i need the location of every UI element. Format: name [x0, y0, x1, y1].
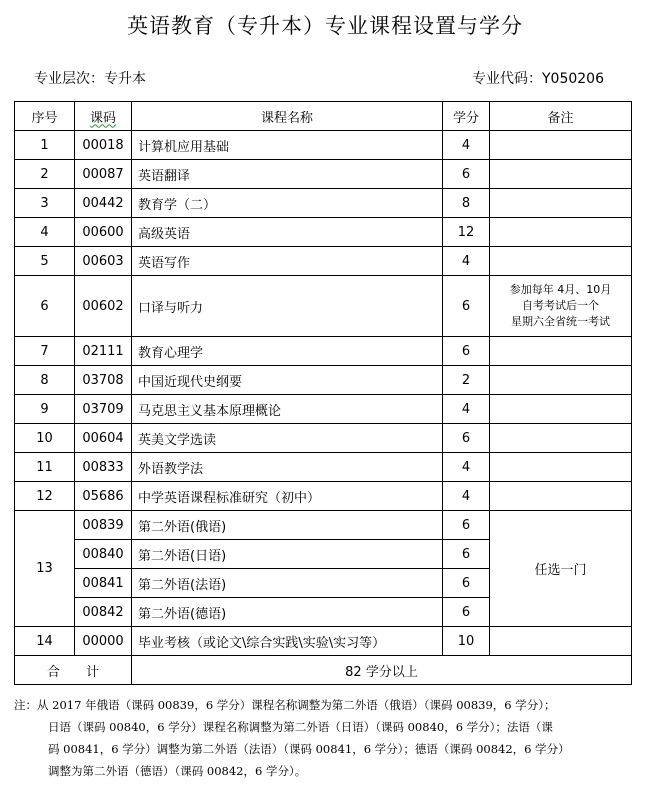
row-note	[490, 218, 632, 247]
table-row	[15, 131, 632, 160]
row-credit: 4	[443, 247, 490, 276]
table-row	[15, 395, 632, 424]
table-row	[15, 337, 632, 366]
footnote-line: 注：从 2017 年俄语（课码 00839，6 学分）课程名称调整为第二外语（俄语）（课码 00839，6 学分）；	[14, 698, 556, 712]
header-name: 课程名称	[132, 102, 443, 131]
row-note	[490, 131, 632, 160]
row-no: 4	[15, 218, 75, 247]
major-level: 专业层次：专升本	[34, 71, 146, 87]
row-code: 00833	[75, 453, 132, 482]
row-code: 00842	[75, 598, 132, 627]
row-code: 03709	[75, 395, 132, 424]
row-credit: 6	[443, 598, 490, 627]
table-row	[15, 160, 632, 189]
row-note	[490, 453, 632, 482]
row-name: 中国近现代史纲要	[132, 366, 443, 395]
row-note	[490, 366, 632, 395]
row-name: 英美文学选读	[132, 424, 443, 453]
page-title: 英语教育（专升本）专业课程设置与学分	[127, 14, 523, 38]
row-credit: 6	[443, 276, 490, 337]
course-table	[14, 101, 632, 685]
row-credit: 4	[443, 395, 490, 424]
row-code: 03708	[75, 366, 132, 395]
row-code: 05686	[75, 482, 132, 511]
table-row	[15, 276, 632, 337]
elective-note: 任选一门	[490, 511, 632, 627]
table-row	[15, 424, 632, 453]
row-name: 口译与听力	[132, 276, 443, 337]
row-note	[490, 247, 632, 276]
row-code: 02111	[75, 337, 132, 366]
row-credit: 8	[443, 189, 490, 218]
row-code: 00018	[75, 131, 132, 160]
row-no: 2	[15, 160, 75, 189]
row-name: 英语写作	[132, 247, 443, 276]
table-row	[15, 627, 632, 656]
row-code: 00000	[75, 627, 132, 656]
row-credit: 6	[443, 337, 490, 366]
table-row	[15, 218, 632, 247]
table-row	[15, 453, 632, 482]
row-name: 第二外语(德语)	[132, 598, 443, 627]
row-code: 00087	[75, 160, 132, 189]
row-credit: 6	[443, 540, 490, 569]
row-name: 马克思主义基本原理概论	[132, 395, 443, 424]
footnote-line: 码 00841，6 学分）调整为第二外语（法语）（课码 00841，6 学分）；德语（课码 00842，6 学分）	[48, 742, 570, 756]
row-name: 英语翻译	[132, 160, 443, 189]
exam-note-line: 参加每年 4月、10月	[509, 283, 612, 296]
row-code: 00841	[75, 569, 132, 598]
header-no: 序号	[15, 102, 75, 131]
total-row	[15, 656, 632, 685]
total-value: 82 学分以上	[132, 656, 632, 685]
table-row	[15, 189, 632, 218]
row-name: 第二外语(日语)	[132, 540, 443, 569]
row-no: 14	[15, 627, 75, 656]
major-code: 专业代码：Y050206	[472, 71, 604, 87]
exam-note-line: 自考考试后一个	[522, 299, 599, 312]
row-note	[490, 189, 632, 218]
exam-note-line: 星期六全省统一考试	[511, 315, 610, 328]
row-credit: 12	[443, 218, 490, 247]
table-row	[15, 366, 632, 395]
footnote-line: 调整为第二外语（德语）（课码 00842，6 学分）。	[48, 764, 307, 778]
row-name: 教育心理学	[132, 337, 443, 366]
row-no: 12	[15, 482, 75, 511]
row-code: 00602	[75, 276, 132, 337]
row-no: 9	[15, 395, 75, 424]
row-note	[490, 337, 632, 366]
row-credit: 10	[443, 627, 490, 656]
row-note	[490, 276, 632, 337]
row-code: 00604	[75, 424, 132, 453]
row-name: 中学英语课程标准研究（初中）	[132, 482, 443, 511]
row-name: 计算机应用基础	[132, 131, 443, 160]
row-credit: 6	[443, 160, 490, 189]
row-no: 10	[15, 424, 75, 453]
row-no: 11	[15, 453, 75, 482]
row-name: 第二外语(俄语)	[132, 511, 443, 540]
footnote	[14, 694, 639, 782]
row-name: 毕业考核（或论文\综合实践\实验\实习等）	[132, 627, 443, 656]
row-name: 教育学（二）	[132, 189, 443, 218]
row-no: 1	[15, 131, 75, 160]
row-no: 3	[15, 189, 75, 218]
row-code: 00442	[75, 189, 132, 218]
row-no: 8	[15, 366, 75, 395]
row-credit: 2	[443, 366, 490, 395]
row-name: 高级英语	[132, 218, 443, 247]
row-credit: 6	[443, 424, 490, 453]
row-no: 6	[15, 276, 75, 337]
header-note: 备注	[490, 102, 632, 131]
row-no: 13	[15, 511, 75, 627]
footnote-line: 日语（课码 00840，6 学分）课程名称调整为第二外语（日语）（课码 00840，6 学分）；法语（课	[48, 720, 553, 734]
row-code: 00839	[75, 511, 132, 540]
row-name: 外语教学法	[132, 453, 443, 482]
row-credit: 4	[443, 131, 490, 160]
row-code: 00603	[75, 247, 132, 276]
row-no: 5	[15, 247, 75, 276]
row-credit: 4	[443, 453, 490, 482]
header-code: 课码	[75, 102, 132, 131]
row-name: 第二外语(法语)	[132, 569, 443, 598]
row-note	[490, 424, 632, 453]
row-credit: 6	[443, 569, 490, 598]
row-code: 00840	[75, 540, 132, 569]
total-label: 合 计	[15, 656, 132, 685]
table-row	[15, 482, 632, 511]
row-credit: 4	[443, 482, 490, 511]
table-row	[15, 247, 632, 276]
row-note	[490, 395, 632, 424]
row-no: 7	[15, 337, 75, 366]
table-row	[15, 511, 632, 540]
table-header-row	[15, 102, 632, 131]
row-note	[490, 482, 632, 511]
row-note	[490, 627, 632, 656]
row-code: 00600	[75, 218, 132, 247]
header-credit: 学分	[443, 102, 490, 131]
row-credit: 6	[443, 511, 490, 540]
row-note	[490, 160, 632, 189]
